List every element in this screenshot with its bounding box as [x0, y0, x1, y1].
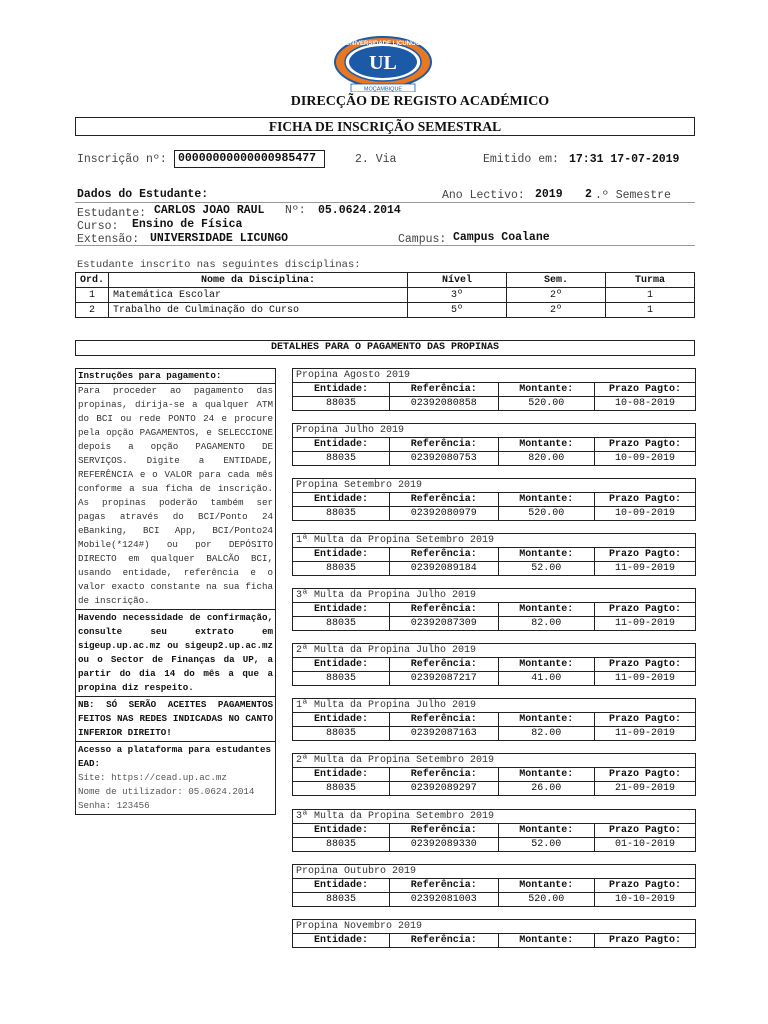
payment-col-header: Entidade:	[293, 493, 389, 507]
payment-col-header: Prazo Pagto:	[608, 549, 681, 560]
payment-col-header: Referência:	[389, 493, 498, 507]
payment-item-table	[293, 824, 695, 851]
payment-col-header: Entidade:	[293, 548, 389, 562]
col-class: Turma	[606, 273, 695, 288]
payment-item-table	[293, 713, 695, 740]
payment-item-title: Propina Outubro 2019	[293, 865, 695, 879]
cell-level: 5º	[408, 303, 507, 318]
payment-value-row	[293, 838, 695, 852]
payment-item-table	[293, 493, 695, 520]
form-title	[75, 117, 695, 136]
payment-col-header: Prazo Pagto:	[608, 604, 681, 615]
entity-value: 88035	[293, 562, 389, 576]
entity-value: 88035	[293, 397, 389, 411]
reference-value: 02392080858	[389, 397, 498, 411]
cell-ord: 1	[76, 288, 109, 303]
payment-item	[292, 588, 696, 631]
payment-value-row	[293, 617, 695, 631]
university-logo	[333, 36, 433, 92]
cell-class: 1	[606, 288, 695, 303]
payment-header-row	[293, 658, 695, 672]
payment-col-header: Montante:	[498, 768, 594, 782]
issued-label: Emitido em:	[483, 153, 559, 166]
reference-value: 02392087309	[389, 617, 498, 631]
payment-col-header: Prazo Pagto:	[608, 880, 681, 891]
payment-item	[292, 368, 696, 411]
entity-value: 88035	[293, 893, 389, 907]
payment-col-header: Montante:	[498, 383, 594, 397]
payment-item-table	[293, 383, 695, 410]
semester-label: .º Semestre	[595, 189, 671, 202]
amount-value: 520.00	[498, 893, 594, 907]
payment-col-header: Referência:	[389, 879, 498, 893]
payment-col-header: Referência:	[389, 768, 498, 782]
payment-value-row	[293, 507, 695, 521]
payment-title-text: DETALHES PARA O PAGAMENTO DAS PROPINAS	[270, 342, 500, 353]
col-level: Nível	[408, 273, 507, 288]
payment-value-row	[293, 672, 695, 686]
cell-discipline: Matemática Escolar	[109, 288, 408, 303]
extension-value: UNIVERSIDADE LICUNGO	[150, 232, 289, 245]
payment-col-header: Referência:	[389, 934, 498, 947]
payment-item	[292, 753, 696, 796]
student-no: 05.0624.2014	[318, 204, 401, 217]
payment-item-table	[293, 658, 695, 685]
payment-col-header: Montante:	[498, 824, 594, 838]
campus-label: Campus:	[398, 233, 447, 246]
reference-value: 02392089184	[389, 562, 498, 576]
payment-item-title: Propina Setembro 2019	[293, 479, 695, 493]
amount-value: 820.00	[498, 452, 594, 466]
payment-item-table	[293, 768, 695, 795]
payment-col-header: Prazo Pagto:	[608, 935, 681, 946]
payment-header-row	[293, 713, 695, 727]
due-date-value: 10-10-2019	[594, 893, 695, 907]
payment-item-title: 3ª Multa da Propina Setembro 2019	[293, 810, 695, 824]
form-title-text: FICHA DE INSCRIÇÃO SEMESTRAL	[268, 119, 502, 134]
ead-site: Site: https://cead.up.ac.mz	[78, 772, 227, 783]
payment-col-header: Referência:	[389, 824, 498, 838]
due-date-value: 10-08-2019	[594, 397, 695, 411]
payment-header-row	[293, 438, 695, 452]
payment-col-header: Montante:	[498, 493, 594, 507]
entity-value: 88035	[293, 507, 389, 521]
course-label: Curso:	[77, 220, 119, 233]
registration-number-label: Inscrição nº:	[77, 153, 167, 166]
payment-col-header: Prazo Pagto:	[608, 825, 681, 836]
amount-value: 26.00	[498, 782, 594, 796]
payment-col-header: Montante:	[498, 713, 594, 727]
copy-label: 2. Via	[355, 153, 397, 166]
payment-col-header: Referência:	[389, 383, 498, 397]
payment-header-row	[293, 879, 695, 893]
payment-item	[292, 809, 696, 852]
cell-semester: 2º	[507, 303, 606, 318]
cell-discipline: Trabalho de Culminação do Curso	[109, 303, 408, 318]
disciplines-table	[75, 272, 695, 318]
reference-value: 02392089330	[389, 838, 498, 852]
payment-item-title: Propina Julho 2019	[293, 424, 695, 438]
payment-col-header: Prazo Pagto:	[608, 714, 681, 725]
amount-value: 41.00	[498, 672, 594, 686]
cell-semester: 2º	[507, 288, 606, 303]
reference-value: 02392081003	[389, 893, 498, 907]
payment-col-header: Entidade:	[293, 383, 389, 397]
payment-item-title: 2ª Multa da Propina Julho 2019	[293, 644, 695, 658]
payment-item-title: Propina Agosto 2019	[293, 369, 695, 383]
payment-value-row	[293, 727, 695, 741]
year-value: 2019	[535, 188, 563, 201]
payment-col-header: Montante:	[498, 879, 594, 893]
reference-value: 02392087163	[389, 727, 498, 741]
payment-value-row	[293, 562, 695, 576]
cell-ord: 2	[76, 303, 109, 318]
payment-col-header: Referência:	[389, 658, 498, 672]
ead-title: Acesso a plataforma para estudantes EAD:	[78, 744, 271, 769]
payment-item-title: 2ª Multa da Propina Setembro 2019	[293, 754, 695, 768]
due-date-value: 11-09-2019	[594, 727, 695, 741]
payment-value-row	[293, 397, 695, 411]
payment-col-header: Entidade:	[293, 438, 389, 452]
course-value: Ensino de Física	[132, 218, 243, 231]
payment-value-row	[293, 782, 695, 796]
payment-col-header: Prazo Pagto:	[608, 769, 681, 780]
payment-value-row	[293, 452, 695, 466]
payment-item	[292, 478, 696, 521]
svg-text:MOÇAMBIQUE: MOÇAMBIQUE	[363, 86, 403, 92]
payment-col-header: Entidade:	[293, 768, 389, 782]
amount-value: 520.00	[498, 507, 594, 521]
instructions-block	[76, 369, 275, 610]
payment-col-header: Prazo Pagto:	[608, 384, 681, 395]
payment-item-table	[293, 548, 695, 575]
payment-item-title: 3ª Multa da Propina Julho 2019	[293, 589, 695, 603]
entity-value: 88035	[293, 727, 389, 741]
col-ord: Ord.	[76, 273, 109, 288]
reference-value: 02392080979	[389, 507, 498, 521]
payment-header-row	[293, 768, 695, 782]
payment-item-table	[293, 438, 695, 465]
payment-item-table	[293, 934, 695, 947]
payment-header-row	[293, 934, 695, 947]
payment-item-title: 1ª Multa da Propina Julho 2019	[293, 699, 695, 713]
due-date-value: 10-09-2019	[594, 452, 695, 466]
nb-note: NB: SÓ SERÃO ACEITES PAGAMENTOS FEITOS NAS REDES INDICADAS NO CANTO INFERIOR DIREITO!	[76, 697, 275, 742]
payment-header-row	[293, 383, 695, 397]
payment-item-title: 1ª Multa da Propina Setembro 2019	[293, 534, 695, 548]
due-date-value: 10-09-2019	[594, 507, 695, 521]
ead-password: Senha: 123456	[78, 800, 150, 811]
payment-col-header: Referência:	[389, 603, 498, 617]
table-row	[76, 303, 695, 318]
payment-header-row	[293, 493, 695, 507]
payment-instructions	[75, 368, 276, 815]
student-name: CARLOS JOAO RAUL	[154, 204, 265, 217]
instructions-text: Para proceder ao pagamento das propinas, dirija-se a qualquer ATM do BCI ou rede PONTO 24 e procure pela opção PAGAMENTOS, e SELECCIONE depois a opção PAGAMENTO DE SERVIÇOS. Digite a ENTIDADE, REFERÊNCIA e o VALOR para cada mês conforme a sua ficha de inscrição. As propinas poderão também ser pagas através do BCI/Ponto 24 eBanking, BCI App, BCI/Ponto24 Mobile(*124#) ou por DEPÓSITO DIRECTO em qualquer BALCÃO BCI, usando entidade, referência e o valor exacto constante na sua ficha de inscrição.	[78, 385, 273, 606]
svg-text:UNIVERSIDADE LICUNGO: UNIVERSIDADE LICUNGO	[345, 41, 421, 47]
disciplines-header-row	[76, 273, 695, 288]
ead-user: Nome de utilizador: 05.0624.2014	[78, 786, 255, 797]
amount-value: 82.00	[498, 617, 594, 631]
payment-col-header: Prazo Pagto:	[608, 659, 681, 670]
col-discipline: Nome da Disciplina:	[109, 273, 408, 288]
payment-header-row	[293, 548, 695, 562]
payment-col-header: Entidade:	[293, 603, 389, 617]
table-row	[76, 288, 695, 303]
payment-col-header: Montante:	[498, 603, 594, 617]
payment-item	[292, 423, 696, 466]
entity-value: 88035	[293, 452, 389, 466]
entity-value: 88035	[293, 672, 389, 686]
extension-label: Extensão:	[77, 233, 140, 246]
entity-value: 88035	[293, 782, 389, 796]
payment-col-header: Entidade:	[293, 713, 389, 727]
payment-col-header: Montante:	[498, 658, 594, 672]
payment-item-title: Propina Novembro 2019	[293, 920, 695, 934]
payment-header-row	[293, 603, 695, 617]
payment-item	[292, 643, 696, 686]
due-date-value: 11-09-2019	[594, 672, 695, 686]
due-date-value: 01-10-2019	[594, 838, 695, 852]
payment-col-header: Entidade:	[293, 824, 389, 838]
payment-value-row	[293, 893, 695, 907]
payment-col-header: Referência:	[389, 713, 498, 727]
payment-item	[292, 698, 696, 741]
student-section-divider	[75, 202, 695, 203]
payment-col-header: Montante:	[498, 934, 594, 947]
payment-item	[292, 864, 696, 907]
payment-col-header: Referência:	[389, 438, 498, 452]
campus-value: Campus Coalane	[453, 231, 550, 244]
year-label: Ano Lectivo:	[442, 189, 525, 202]
amount-value: 82.00	[498, 727, 594, 741]
due-date-value: 11-09-2019	[594, 562, 695, 576]
entity-value: 88035	[293, 617, 389, 631]
cell-class: 1	[606, 303, 695, 318]
issued-date: 17:31 17-07-2019	[569, 153, 680, 166]
col-semester: Sem.	[507, 273, 606, 288]
payment-col-header: Referência:	[389, 548, 498, 562]
payment-header-row	[293, 824, 695, 838]
amount-value: 520.00	[498, 397, 594, 411]
entity-value: 88035	[293, 838, 389, 852]
semester-value: 2	[585, 188, 592, 201]
confirmation-note: Havendo necessidade de confirmação, consulte seu extrato em sigeup.up.ac.mz ou sigeup2.up.ac.mz ou o Sector de Finanças da UP, a partir do dia 14 do mês a que a propina diz respeito.	[76, 610, 275, 697]
payment-col-header: Entidade:	[293, 879, 389, 893]
payment-col-header: Montante:	[498, 438, 594, 452]
reference-value: 02392087217	[389, 672, 498, 686]
registration-number: 00000000000000985477	[174, 150, 325, 168]
student-no-label: Nº:	[285, 204, 306, 217]
student-name-label: Estudante:	[77, 207, 147, 220]
payment-item	[292, 533, 696, 576]
payment-col-header: Prazo Pagto:	[608, 439, 681, 450]
payment-item-table	[293, 879, 695, 906]
amount-value: 52.00	[498, 838, 594, 852]
amount-value: 52.00	[498, 562, 594, 576]
instructions-title: Instruções para pagamento:	[76, 369, 275, 384]
student-section-title: Dados do Estudante:	[77, 188, 209, 201]
reference-value: 02392089297	[389, 782, 498, 796]
disciplines-intro: Estudante inscrito nas seguintes disciplinas:	[77, 259, 361, 271]
payment-item	[292, 919, 696, 948]
payment-col-header: Montante:	[498, 548, 594, 562]
due-date-value: 11-09-2019	[594, 617, 695, 631]
directorate-title: DIRECÇÃO DE REGISTO ACADÉMICO	[290, 94, 550, 109]
reference-value: 02392080753	[389, 452, 498, 466]
payment-item-table	[293, 603, 695, 630]
due-date-value: 21-09-2019	[594, 782, 695, 796]
payment-title	[75, 340, 695, 356]
student-data-divider	[75, 245, 695, 246]
payment-col-header: Prazo Pagto:	[608, 494, 681, 505]
ead-access	[76, 742, 275, 814]
cell-level: 3º	[408, 288, 507, 303]
payment-col-header: Entidade:	[293, 658, 389, 672]
svg-text:UL: UL	[369, 52, 397, 74]
payment-col-header: Entidade:	[293, 934, 389, 947]
